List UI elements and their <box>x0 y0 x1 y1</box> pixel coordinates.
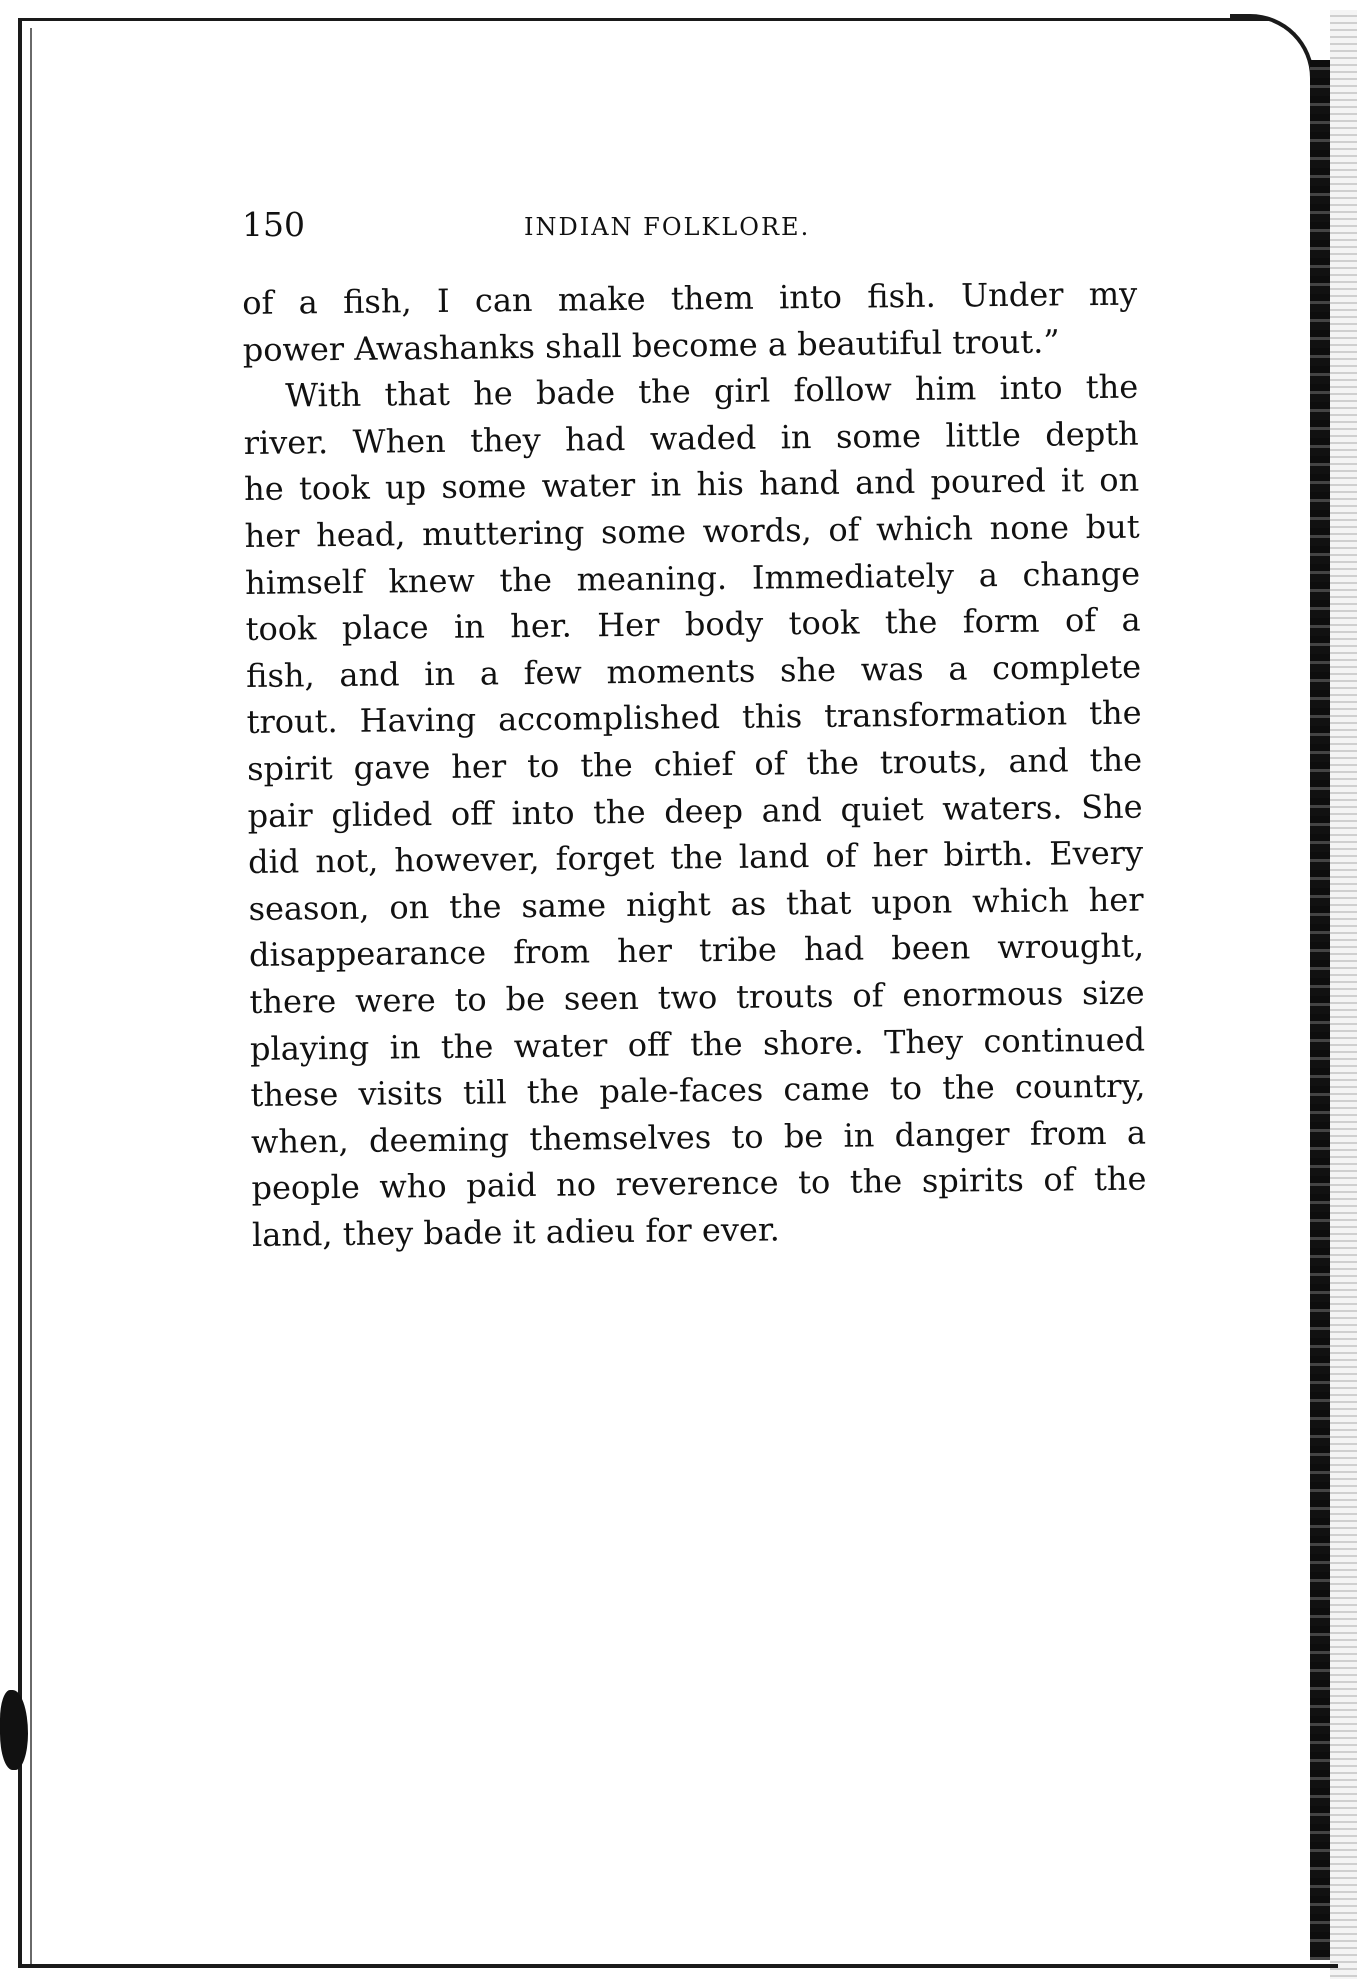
text-line: these visits till the pale-faces came to the country, <box>250 1066 1146 1115</box>
text-line: spirit gave her to the chief of the trouts, and the <box>246 740 1143 788</box>
binding-ink-blot <box>0 1690 28 1770</box>
text-line: river. When they had waded in some little depth <box>243 414 1139 462</box>
page-header <box>242 205 1142 245</box>
running-head: INDIAN FOLKLORE. <box>524 213 811 241</box>
page-bottom-edge <box>18 1964 1338 1968</box>
text-line: power Awashanks shall become a beautiful trout.” <box>242 322 1060 369</box>
text-line: her head, muttering some words, of which none but <box>244 507 1140 555</box>
text-line: season, on the same night as that upon which her <box>248 880 1144 928</box>
text-line: there were to be seen two trouts of enormous size <box>249 973 1145 1021</box>
text-line: people who paid no reverence to the spirits of the <box>251 1159 1147 1208</box>
page-left-edge <box>18 18 22 1968</box>
text-line: trout. Having accomplished this transformation the <box>246 693 1142 742</box>
page-left-gutter <box>30 28 32 1968</box>
text-line: did not, however, forget the land of her birth. Every <box>247 833 1144 882</box>
page-stack-edge <box>1330 10 1357 1979</box>
text-line: playing in the water off the shore. They continued <box>249 1020 1146 1068</box>
text-line: land, they bade it adieu for ever. <box>251 1210 780 1254</box>
text-line: took place in her. Her body took the form of a <box>245 600 1141 649</box>
text-line: disappearance from her tribe had been wrought, <box>248 926 1145 975</box>
text-line: of a fish, I can make them into fish. Under my <box>242 274 1138 322</box>
text-line: himself knew the meaning. Immediately a change <box>244 554 1141 602</box>
page-corner-curl <box>1230 14 1314 78</box>
text-line: he took up some water in his hand and poured it on <box>243 460 1140 509</box>
page-right-edge <box>1310 60 1330 1960</box>
text-line: fish, and in a few moments she was a complete <box>245 647 1142 695</box>
text-line: when, deeming themselves to be in danger from a <box>250 1113 1147 1161</box>
page-top-edge <box>20 18 1270 21</box>
text-line: With that he bade the girl follow him into the <box>285 367 1139 415</box>
text-line: pair glided off into the deep and quiet waters. She <box>247 787 1143 835</box>
page-number: 150 <box>242 205 305 244</box>
body-text <box>242 271 1147 1259</box>
